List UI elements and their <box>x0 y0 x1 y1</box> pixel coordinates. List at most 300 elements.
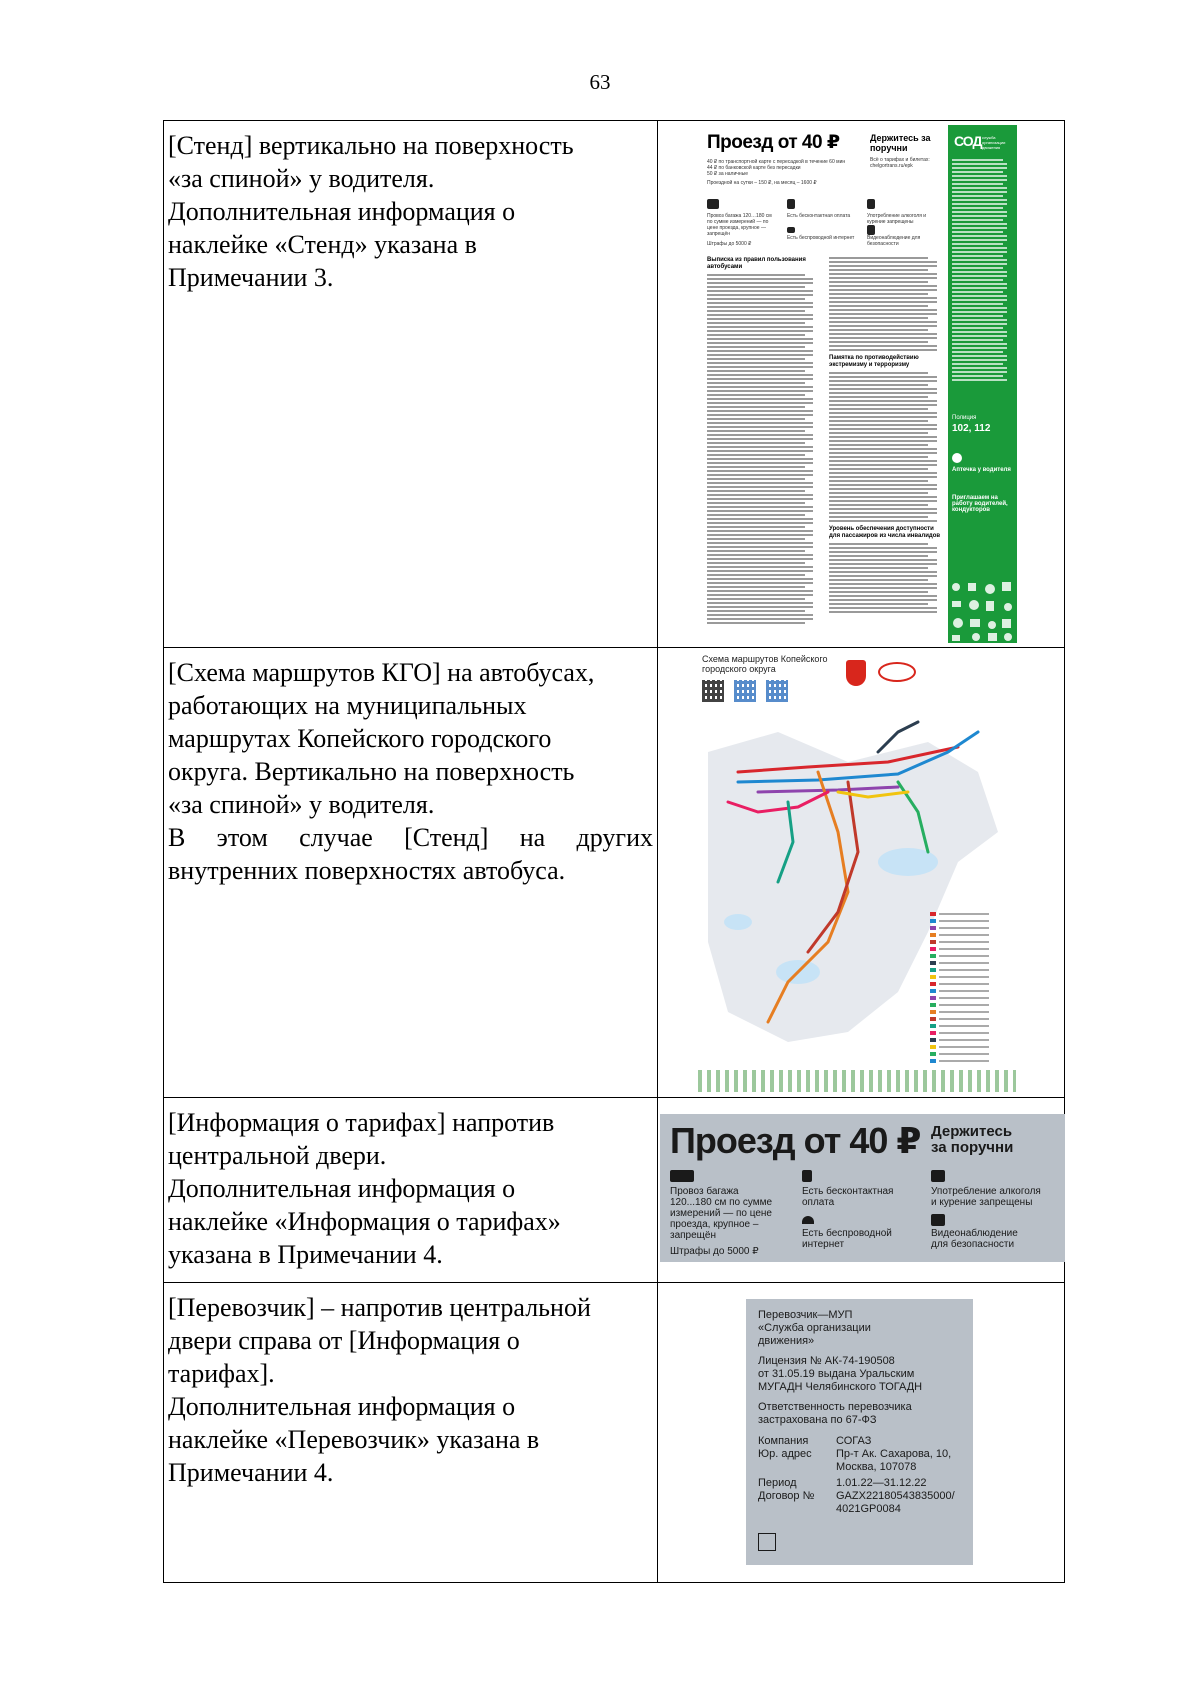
text-placeholder-line <box>829 380 937 382</box>
text-placeholder-line <box>707 414 813 416</box>
text-placeholder-line <box>829 512 937 514</box>
text-placeholder-line <box>707 458 813 460</box>
text-placeholder-line <box>707 318 813 320</box>
text-placeholder-line <box>952 367 1007 369</box>
text-placeholder-line <box>952 183 1003 185</box>
text-placeholder-line <box>707 470 813 472</box>
stend-green-panel <box>948 125 1017 643</box>
legend-entry <box>930 1017 1010 1021</box>
text-line: Примечании 3. <box>168 263 334 292</box>
text-placeholder-line <box>707 358 805 360</box>
text-placeholder-line <box>952 251 1007 253</box>
text-placeholder-line <box>707 518 813 520</box>
text-placeholder-line <box>952 295 1007 297</box>
text-placeholder-line <box>829 416 937 418</box>
text-placeholder-line <box>952 195 1003 197</box>
text-placeholder-line <box>952 379 1007 381</box>
text-placeholder-line <box>829 444 928 446</box>
text-placeholder-line <box>952 199 1007 201</box>
text-placeholder-line <box>829 516 928 518</box>
text-placeholder-line <box>707 334 805 336</box>
text-placeholder-line <box>952 163 1007 165</box>
text-placeholder-line <box>829 301 937 303</box>
text-placeholder-line <box>707 454 805 456</box>
text-placeholder-line <box>952 267 1003 269</box>
text-line: [Перевозчик] – напротив центральной <box>168 1293 591 1322</box>
icon-label: Видеонаблюдение для безопасности <box>867 235 921 247</box>
text-placeholder-line <box>707 606 813 608</box>
text-placeholder-line <box>707 550 805 552</box>
map-legend <box>930 912 1010 1066</box>
text-placeholder-line <box>707 614 813 616</box>
transport-logo-icon <box>878 662 916 682</box>
text-placeholder-line <box>707 514 805 516</box>
stend-poster <box>705 125 1017 643</box>
text-placeholder-line <box>707 398 813 400</box>
text-placeholder-line <box>829 599 937 601</box>
text-placeholder-line <box>952 159 1003 161</box>
text-placeholder-line <box>829 547 937 549</box>
text-line: [Информация о тарифах] напротив <box>168 1108 555 1137</box>
text-line: тарифах]. <box>168 1359 275 1388</box>
tariff-hold <box>931 1124 1013 1156</box>
text-placeholder-line <box>829 289 937 291</box>
text-line: [Схема маршрутов КГО] на автобусах, <box>168 658 595 687</box>
text-placeholder-line <box>952 311 1007 313</box>
text-placeholder-line <box>829 591 928 593</box>
text-placeholder-line <box>952 287 1007 289</box>
text-placeholder-line <box>707 406 805 408</box>
text-placeholder-line <box>829 611 937 613</box>
text-placeholder-line <box>707 354 813 356</box>
text-placeholder-line <box>952 191 1007 193</box>
text-placeholder-line <box>829 269 928 271</box>
text-placeholder-line <box>952 171 1003 173</box>
price-line: 40 ₽ по транспортной карте с пересадкой в течение 60 мин <box>707 159 846 165</box>
text-placeholder-line <box>707 530 813 532</box>
text-placeholder-line <box>707 350 813 352</box>
text-placeholder-line <box>952 339 1003 341</box>
text-placeholder-line <box>829 257 928 259</box>
text-placeholder-line <box>707 602 813 604</box>
text-placeholder-line <box>707 366 813 368</box>
text-placeholder-line <box>829 551 937 553</box>
text-placeholder-line <box>952 343 1007 345</box>
wifi-text: Есть беспроводной интернет <box>802 1228 892 1250</box>
text-placeholder-line <box>952 363 1003 365</box>
text-placeholder-line <box>707 374 813 376</box>
description-cell <box>164 1283 658 1583</box>
text-placeholder-line <box>707 474 813 476</box>
text-placeholder-line <box>952 323 1007 325</box>
text-placeholder-line <box>707 558 813 560</box>
text-placeholder-line <box>707 290 813 292</box>
text-placeholder-line <box>952 375 1003 377</box>
text-line: [Стенд] вертикально на поверхность <box>168 131 574 160</box>
access-title: Уровень обеспечения доступности для пассажиров из числа инвалидов <box>829 526 941 539</box>
tariff-title: Проезд от 40 ₽ <box>670 1120 921 1161</box>
rules-title: Выписка из правил пользования автобусами <box>707 257 806 270</box>
text-placeholder-line <box>829 555 928 557</box>
text-placeholder-line <box>829 587 937 589</box>
text-placeholder-line <box>952 359 1007 361</box>
text-placeholder-line <box>829 480 928 482</box>
text-placeholder-line <box>829 436 937 438</box>
sod-logo-sub: служба организации движения <box>982 135 1006 150</box>
text-placeholder-line <box>829 575 937 577</box>
text-placeholder-line <box>829 468 928 470</box>
text-placeholder-line <box>707 306 813 308</box>
legend-entry <box>930 1003 1010 1007</box>
text-placeholder-line <box>829 412 937 414</box>
text-placeholder-line <box>707 586 805 588</box>
text-placeholder-line <box>707 370 805 372</box>
tariff-sticker <box>660 1114 1065 1262</box>
text-placeholder-line <box>952 347 1007 349</box>
text-placeholder-line <box>829 492 928 494</box>
text-placeholder-line <box>829 376 937 378</box>
text-placeholder-line <box>829 293 928 295</box>
text-placeholder-line <box>829 583 937 585</box>
text-placeholder-line <box>952 207 1003 209</box>
text-placeholder-line <box>829 607 937 609</box>
stend-hold: Держитесь за поручни <box>870 133 931 153</box>
text-placeholder-line <box>707 494 813 496</box>
text-line: Примечании 4. <box>168 1458 334 1487</box>
text-line: центральной двери. <box>168 1141 387 1170</box>
text-placeholder-line <box>829 428 937 430</box>
text-placeholder-line <box>707 362 813 364</box>
text-placeholder-line <box>829 317 928 319</box>
text-placeholder-line <box>829 341 928 343</box>
text-placeholder-line <box>707 330 813 332</box>
legend-entry <box>930 1010 1010 1014</box>
text-placeholder-line <box>829 484 937 486</box>
price-line: Проездной на сутки – 150 ₽, на месяц – 1600 ₽ <box>707 180 817 186</box>
table-row <box>164 121 1065 648</box>
text-placeholder-line <box>707 422 813 424</box>
text-placeholder-line <box>829 543 928 545</box>
job-invite: Приглашаем на работу водителей, кондукторов <box>952 495 1008 513</box>
emblem-icon <box>758 1533 776 1551</box>
text-placeholder-line <box>707 566 813 568</box>
city-emblem-icon <box>846 660 866 686</box>
text-placeholder-line <box>952 259 1007 261</box>
table-row <box>164 648 1065 1098</box>
text-placeholder-line <box>707 546 813 548</box>
text-placeholder-line <box>707 582 813 584</box>
text-placeholder-line <box>952 215 1007 217</box>
text-placeholder-line <box>829 579 928 581</box>
baggage-icon <box>670 1170 694 1182</box>
text-placeholder-line <box>829 504 928 506</box>
text-placeholder-line <box>829 472 937 474</box>
text-placeholder-line <box>952 327 1003 329</box>
text-placeholder-line <box>952 179 1007 181</box>
text-placeholder-line <box>707 342 813 344</box>
text-placeholder-line <box>829 261 937 263</box>
text-placeholder-line <box>707 490 805 492</box>
text-line: Дополнительная информация о <box>168 197 516 226</box>
text-placeholder-line <box>707 418 805 420</box>
text-placeholder-line <box>829 559 937 561</box>
text-placeholder-line <box>829 563 937 565</box>
text-placeholder-line <box>707 554 813 556</box>
legend-entry <box>930 982 1010 986</box>
text-placeholder-line <box>707 310 805 312</box>
text-placeholder-line <box>829 424 937 426</box>
text-placeholder-line <box>952 255 1003 257</box>
text-placeholder-line <box>829 305 928 307</box>
legend-entry <box>930 1045 1010 1049</box>
contactless-icon <box>787 199 795 209</box>
legend-entry <box>930 975 1010 979</box>
contactless-text: Есть бесконтактная оплата <box>802 1186 894 1208</box>
icon-label: Употребление алкоголя и курение запрещены <box>867 213 927 225</box>
text-placeholder-line <box>952 315 1003 317</box>
no-smoking-icon <box>931 1170 945 1182</box>
text-placeholder-line <box>952 279 1003 281</box>
image-cell <box>658 1098 1065 1283</box>
stend-info: Всё о тарифах и билетах: chelgortrans.ru/epk <box>870 157 930 169</box>
text-placeholder-line <box>829 349 937 351</box>
text-placeholder-line <box>707 410 813 412</box>
text-placeholder-line <box>707 346 805 348</box>
text-line: маршрутах Копейского городского <box>168 724 552 753</box>
camera-icon <box>931 1214 945 1226</box>
text-placeholder-line <box>707 294 813 296</box>
text-placeholder-line <box>952 167 1007 169</box>
text-line: указана в Примечании 4. <box>168 1240 443 1269</box>
text-placeholder-line <box>707 482 813 484</box>
police-numbers: 102, 112 <box>952 423 991 434</box>
baggage-icon <box>707 199 719 209</box>
table-row <box>164 1283 1065 1583</box>
text-line: «за спиной» у водителя. <box>168 790 435 819</box>
text-placeholder-line <box>952 283 1007 285</box>
text-placeholder-line <box>829 440 937 442</box>
text-line: наклейке «Стенд» указана в <box>168 230 477 259</box>
first-aid-label: Аптечка у водителя <box>952 467 1011 473</box>
description-cell <box>164 1098 658 1283</box>
image-cell <box>658 121 1065 648</box>
text-line: внутренних поверхностях автобуса. <box>168 856 566 885</box>
wifi-icon <box>787 227 795 233</box>
text-placeholder-line <box>952 351 1003 353</box>
map-title: Схема маршрутов Копейского городского округа <box>702 654 828 674</box>
memo-column <box>829 257 946 615</box>
text-placeholder-line <box>707 430 805 432</box>
text-placeholder-line <box>952 211 1007 213</box>
text-placeholder-line <box>707 622 805 624</box>
text-line: В этом случае [Стенд] на других <box>168 823 653 852</box>
price-line: 44 ₽ по банковской карте без пересадки <box>707 165 801 171</box>
carrier-name: Перевозчик—МУП «Служба организации движения» <box>758 1309 871 1347</box>
text-placeholder-line <box>707 598 805 600</box>
text-placeholder-line <box>829 460 937 462</box>
police-label: Полиция <box>952 415 977 421</box>
legend-entry <box>930 940 1010 944</box>
legend-entry <box>930 1052 1010 1056</box>
text-placeholder-line <box>952 319 1007 321</box>
text-placeholder-line <box>829 273 937 275</box>
contract-row: Договор № GAZX22180543835000/ 4021GP0084 <box>758 1490 955 1515</box>
text-line: Дополнительная информация о <box>168 1174 516 1203</box>
text-line: «за спиной» у водителя. <box>168 164 435 193</box>
text-placeholder-line <box>829 333 937 335</box>
text-placeholder-line <box>707 578 813 580</box>
text-placeholder-line <box>952 187 1007 189</box>
image-cell <box>658 1283 1065 1583</box>
wifi-icon <box>802 1216 814 1224</box>
page-number: 63 <box>589 70 611 94</box>
text-placeholder-line <box>829 571 937 573</box>
legend-entry <box>930 1038 1010 1042</box>
text-placeholder-line <box>952 303 1003 305</box>
text-placeholder-line <box>829 388 937 390</box>
map-footer-pattern <box>698 1070 1016 1092</box>
text-placeholder-line <box>829 520 937 522</box>
text-placeholder-line <box>707 438 813 440</box>
carrier-liability: Ответственность перевозчика застрахована по 67-ФЗ <box>758 1401 912 1426</box>
legend-entry <box>930 1024 1010 1028</box>
legend-entry <box>930 968 1010 972</box>
period-row: Период 1.01.22—31.12.22 <box>758 1477 927 1489</box>
text-placeholder-line <box>707 486 813 488</box>
text-placeholder-line <box>707 382 805 384</box>
icon-label: Есть бесконтактная оплата <box>787 213 851 219</box>
text-placeholder-line <box>707 570 813 572</box>
text-placeholder-line <box>829 476 937 478</box>
legend-entry <box>930 989 1010 993</box>
text-placeholder-line <box>829 567 928 569</box>
text-placeholder-line <box>707 542 813 544</box>
text-placeholder-line <box>829 603 928 605</box>
text-placeholder-line <box>829 408 928 410</box>
table-row <box>164 1098 1065 1283</box>
text-placeholder-line <box>952 247 1007 249</box>
route-map <box>698 652 1016 1092</box>
legend-entry <box>930 947 1010 951</box>
camera-icon <box>867 225 875 235</box>
description-cell <box>164 121 658 648</box>
text-placeholder-line <box>829 400 937 402</box>
text-placeholder-line <box>707 442 805 444</box>
text-placeholder-line <box>829 281 928 283</box>
memo-title: Памятка по противодействию экстремизму и терроризму <box>829 355 919 368</box>
text-placeholder-line <box>829 321 937 323</box>
text-placeholder-line <box>829 595 937 597</box>
text-placeholder-line <box>829 392 937 394</box>
decor-pattern <box>948 579 1017 643</box>
text-placeholder-line <box>707 298 805 300</box>
text-placeholder-line <box>952 271 1007 273</box>
text-placeholder-line <box>952 175 1007 177</box>
text-placeholder-line <box>829 432 928 434</box>
text-line: Дополнительная информация о <box>168 1392 516 1421</box>
text-placeholder-line <box>707 534 813 536</box>
legend-entry <box>930 961 1010 965</box>
text-placeholder-line <box>952 335 1007 337</box>
text-placeholder-line <box>829 265 937 267</box>
text-placeholder-line <box>829 285 937 287</box>
text-placeholder-line <box>829 464 937 466</box>
text-placeholder-line <box>707 462 813 464</box>
text-placeholder-line <box>707 590 813 592</box>
text-placeholder-line <box>707 446 813 448</box>
text-placeholder-line <box>829 313 937 315</box>
text-placeholder-line <box>707 478 805 480</box>
text-placeholder-line <box>707 386 813 388</box>
carrier-license: Лицензия № АК-74-190508 от 31.05.19 выдана Уральским МУГАДН Челябинского ТОГАДН <box>758 1355 923 1393</box>
text-placeholder-line <box>952 263 1007 265</box>
alcohol-text: Употребление алкоголя и курение запрещены <box>931 1186 1041 1208</box>
text-placeholder-line <box>952 219 1003 221</box>
tariff-fines: Штрафы до 5000 ₽ <box>670 1246 759 1257</box>
text-placeholder-line <box>952 227 1007 229</box>
text-placeholder-line <box>829 448 937 450</box>
legend-entry <box>930 912 1010 916</box>
text-placeholder-line <box>952 231 1003 233</box>
legend-entry <box>930 933 1010 937</box>
icon-label: Есть беспроводной интернет <box>787 235 855 241</box>
text-placeholder-line <box>952 355 1007 357</box>
carrier-sticker <box>746 1299 973 1565</box>
legend-entry <box>930 926 1010 930</box>
text-placeholder-line <box>829 384 928 386</box>
text-placeholder-line <box>707 278 813 280</box>
text-placeholder-line <box>829 452 937 454</box>
text-placeholder-line <box>707 426 813 428</box>
text-placeholder-line <box>829 309 937 311</box>
text-placeholder-line <box>707 394 805 396</box>
text-placeholder-line <box>952 307 1007 309</box>
text-placeholder-line <box>952 203 1007 205</box>
text-placeholder-line <box>707 502 805 504</box>
text-placeholder-line <box>829 277 937 279</box>
placement-table <box>163 120 1065 1583</box>
text-placeholder-line <box>829 508 937 510</box>
contactless-icon <box>802 1170 812 1182</box>
text-line: наклейке «Перевозчик» указана в <box>168 1425 540 1454</box>
address-row: Юр. адрес Пр-т Ак. Сахарова, 10, Москва, 107078 <box>758 1448 952 1473</box>
text-placeholder-line <box>707 286 805 288</box>
company-row: Компания СОГАЗ <box>758 1435 872 1447</box>
description-cell <box>164 648 658 1098</box>
text-placeholder-line <box>707 522 813 524</box>
text-placeholder-line <box>829 488 937 490</box>
text-line: округа. Вертикально на поверхность <box>168 757 575 786</box>
text-line: работающих на муниципальных <box>168 691 527 720</box>
text-placeholder-line <box>829 496 937 498</box>
icon-label: Провоз багажа 120…180 см по сумме измерений — по цене проезда, крупное — запрещён <box>707 213 772 237</box>
legend-entry <box>930 954 1010 958</box>
text-placeholder-line <box>829 456 928 458</box>
text-placeholder-line <box>707 562 805 564</box>
baggage-text: Провоз багажа 120...180 см по сумме измерений — по цене проезда, крупное – запрещён <box>670 1186 773 1241</box>
text-placeholder-line <box>707 322 805 324</box>
first-aid-icon <box>952 453 962 463</box>
text-placeholder-line <box>707 538 805 540</box>
text-placeholder-line <box>707 314 813 316</box>
legend-entry <box>930 1031 1010 1035</box>
legend-entry <box>930 996 1010 1000</box>
legend-entry <box>930 919 1010 923</box>
text-placeholder-line <box>707 390 813 392</box>
text-placeholder-line <box>707 610 805 612</box>
text-line: наклейке «Информация о тарифах» <box>168 1207 561 1236</box>
price-line: 50 ₽ за наличные <box>707 171 748 177</box>
